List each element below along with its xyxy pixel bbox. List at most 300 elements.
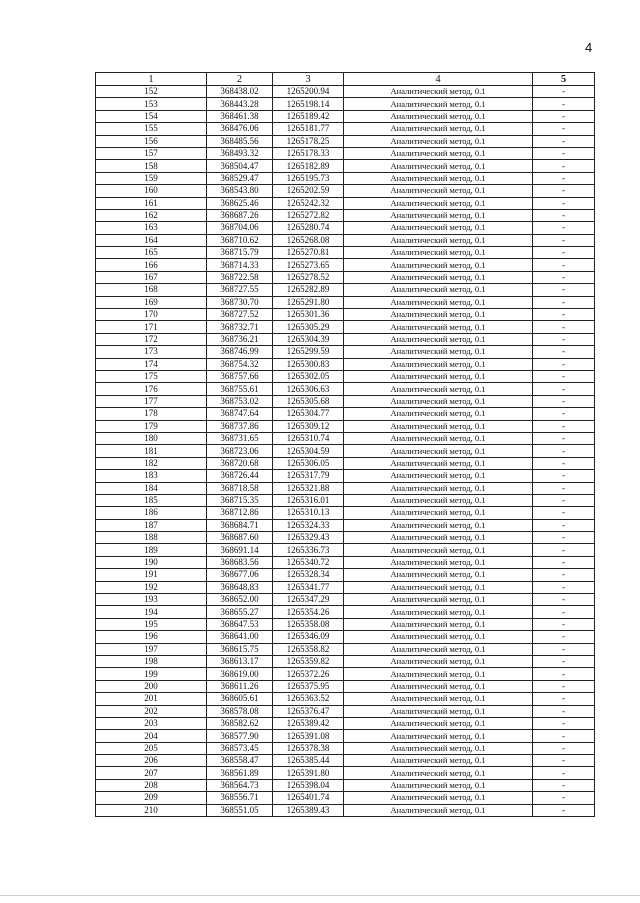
table-row <box>96 160 595 172</box>
table-row <box>96 209 595 221</box>
point-number-cell: 210 <box>96 804 207 816</box>
description-cell: - <box>533 668 595 680</box>
y-coordinate-cell: 1265272.82 <box>273 209 344 221</box>
point-number-cell: 192 <box>96 581 207 593</box>
y-coordinate-cell: 1265389.43 <box>273 804 344 816</box>
table-row <box>96 606 595 618</box>
point-number-cell: 174 <box>96 358 207 370</box>
table-row <box>96 594 595 606</box>
y-coordinate-cell: 1265304.77 <box>273 408 344 420</box>
point-number-cell: 165 <box>96 247 207 259</box>
method-cell: Аналитический метод, 0.1 <box>344 519 533 531</box>
point-number-cell: 185 <box>96 494 207 506</box>
x-coordinate-cell: 368754.32 <box>207 358 273 370</box>
method-cell: Аналитический метод, 0.1 <box>344 730 533 742</box>
method-cell: Аналитический метод, 0.1 <box>344 457 533 469</box>
y-coordinate-cell: 1265178.33 <box>273 147 344 159</box>
description-cell: - <box>533 259 595 271</box>
description-cell: - <box>533 779 595 791</box>
point-number-cell: 197 <box>96 643 207 655</box>
method-cell: Аналитический метод, 0.1 <box>344 705 533 717</box>
x-coordinate-cell: 368582.62 <box>207 717 273 729</box>
point-number-cell: 188 <box>96 532 207 544</box>
method-cell: Аналитический метод, 0.1 <box>344 160 533 172</box>
x-coordinate-cell: 368652.00 <box>207 594 273 606</box>
x-coordinate-cell: 368615.75 <box>207 643 273 655</box>
y-coordinate-cell: 1265336.73 <box>273 544 344 556</box>
table-row <box>96 519 595 531</box>
point-number-cell: 152 <box>96 86 207 98</box>
point-number-cell: 177 <box>96 395 207 407</box>
point-number-cell: 202 <box>96 705 207 717</box>
table-row <box>96 234 595 246</box>
table-row <box>96 432 595 444</box>
description-cell: - <box>533 135 595 147</box>
description-cell: - <box>533 234 595 246</box>
method-cell: Аналитический метод, 0.1 <box>344 507 533 519</box>
table-row <box>96 321 595 333</box>
method-cell: Аналитический метод, 0.1 <box>344 717 533 729</box>
column-header-y-coordinate: 3 <box>273 73 344 86</box>
point-number-cell: 173 <box>96 346 207 358</box>
method-cell: Аналитический метод, 0.1 <box>344 172 533 184</box>
description-cell: - <box>533 271 595 283</box>
method-cell: Аналитический метод, 0.1 <box>344 197 533 209</box>
point-number-cell: 164 <box>96 234 207 246</box>
description-cell: - <box>533 655 595 667</box>
point-number-cell: 207 <box>96 767 207 779</box>
x-coordinate-cell: 368714.33 <box>207 259 273 271</box>
description-cell: - <box>533 680 595 692</box>
table-row <box>96 569 595 581</box>
method-cell: Аналитический метод, 0.1 <box>344 234 533 246</box>
point-number-cell: 194 <box>96 606 207 618</box>
x-coordinate-cell: 368438.02 <box>207 86 273 98</box>
y-coordinate-cell: 1265321.88 <box>273 482 344 494</box>
description-cell: - <box>533 507 595 519</box>
y-coordinate-cell: 1265391.80 <box>273 767 344 779</box>
table-row <box>96 172 595 184</box>
point-number-cell: 193 <box>96 594 207 606</box>
point-number-cell: 160 <box>96 185 207 197</box>
point-number-cell: 195 <box>96 618 207 630</box>
point-number-cell: 171 <box>96 321 207 333</box>
point-number-cell: 157 <box>96 147 207 159</box>
y-coordinate-cell: 1265346.09 <box>273 631 344 643</box>
x-coordinate-cell: 368573.45 <box>207 742 273 754</box>
y-coordinate-cell: 1265310.13 <box>273 507 344 519</box>
x-coordinate-cell: 368504.47 <box>207 160 273 172</box>
table-row <box>96 655 595 667</box>
method-cell: Аналитический метод, 0.1 <box>344 110 533 122</box>
description-cell: - <box>533 395 595 407</box>
table-row <box>96 98 595 110</box>
method-cell: Аналитический метод, 0.1 <box>344 98 533 110</box>
column-header-point-number: 1 <box>96 73 207 86</box>
description-cell: - <box>533 185 595 197</box>
y-coordinate-cell: 1265278.52 <box>273 271 344 283</box>
table-row <box>96 755 595 767</box>
y-coordinate-cell: 1265347.29 <box>273 594 344 606</box>
x-coordinate-cell: 368543.80 <box>207 185 273 197</box>
description-cell: - <box>533 247 595 259</box>
point-number-cell: 189 <box>96 544 207 556</box>
x-coordinate-cell: 368493.32 <box>207 147 273 159</box>
method-cell: Аналитический метод, 0.1 <box>344 185 533 197</box>
description-cell: - <box>533 470 595 482</box>
y-coordinate-cell: 1265378.38 <box>273 742 344 754</box>
x-coordinate-cell: 368485.56 <box>207 135 273 147</box>
point-number-cell: 203 <box>96 717 207 729</box>
method-cell: Аналитический метод, 0.1 <box>344 209 533 221</box>
method-cell: Аналитический метод, 0.1 <box>344 631 533 643</box>
method-cell: Аналитический метод, 0.1 <box>344 693 533 705</box>
table-row <box>96 271 595 283</box>
table-row <box>96 494 595 506</box>
point-number-cell: 191 <box>96 569 207 581</box>
description-cell: - <box>533 804 595 816</box>
description-cell: - <box>533 643 595 655</box>
description-cell: - <box>533 420 595 432</box>
point-number-cell: 190 <box>96 556 207 568</box>
method-cell: Аналитический метод, 0.1 <box>344 742 533 754</box>
x-coordinate-cell: 368578.08 <box>207 705 273 717</box>
point-number-cell: 186 <box>96 507 207 519</box>
point-number-cell: 155 <box>96 123 207 135</box>
method-cell: Аналитический метод, 0.1 <box>344 755 533 767</box>
x-coordinate-cell: 368722.58 <box>207 271 273 283</box>
description-cell: - <box>533 333 595 345</box>
table-row <box>96 147 595 159</box>
y-coordinate-cell: 1265341.77 <box>273 581 344 593</box>
table-row <box>96 259 595 271</box>
y-coordinate-cell: 1265301.36 <box>273 309 344 321</box>
method-cell: Аналитический метод, 0.1 <box>344 309 533 321</box>
x-coordinate-cell: 368476.06 <box>207 123 273 135</box>
method-cell: Аналитический метод, 0.1 <box>344 432 533 444</box>
x-coordinate-cell: 368730.70 <box>207 296 273 308</box>
x-coordinate-cell: 368641.00 <box>207 631 273 643</box>
point-number-cell: 175 <box>96 370 207 382</box>
y-coordinate-cell: 1265401.74 <box>273 792 344 804</box>
point-number-cell: 209 <box>96 792 207 804</box>
y-coordinate-cell: 1265317.79 <box>273 470 344 482</box>
y-coordinate-cell: 1265305.68 <box>273 395 344 407</box>
description-cell: - <box>533 346 595 358</box>
x-coordinate-cell: 368564.73 <box>207 779 273 791</box>
description-cell: - <box>533 432 595 444</box>
x-coordinate-cell: 368647.53 <box>207 618 273 630</box>
x-coordinate-cell: 368755.61 <box>207 383 273 395</box>
method-cell: Аналитический метод, 0.1 <box>344 321 533 333</box>
table-row <box>96 457 595 469</box>
table-row <box>96 544 595 556</box>
description-cell: - <box>533 494 595 506</box>
x-coordinate-cell: 368715.79 <box>207 247 273 259</box>
table-row <box>96 779 595 791</box>
description-cell: - <box>533 755 595 767</box>
x-coordinate-cell: 368710.62 <box>207 234 273 246</box>
y-coordinate-cell: 1265304.59 <box>273 445 344 457</box>
x-coordinate-cell: 368687.26 <box>207 209 273 221</box>
y-coordinate-cell: 1265299.59 <box>273 346 344 358</box>
method-cell: Аналитический метод, 0.1 <box>344 470 533 482</box>
table-row <box>96 284 595 296</box>
y-coordinate-cell: 1265340.72 <box>273 556 344 568</box>
x-coordinate-cell: 368726.44 <box>207 470 273 482</box>
method-cell: Аналитический метод, 0.1 <box>344 556 533 568</box>
method-cell: Аналитический метод, 0.1 <box>344 668 533 680</box>
table-row <box>96 643 595 655</box>
table-row <box>96 742 595 754</box>
description-cell: - <box>533 730 595 742</box>
x-coordinate-cell: 368723.06 <box>207 445 273 457</box>
x-coordinate-cell: 368727.55 <box>207 284 273 296</box>
point-number-cell: 162 <box>96 209 207 221</box>
method-cell: Аналитический метод, 0.1 <box>344 383 533 395</box>
method-cell: Аналитический метод, 0.1 <box>344 222 533 234</box>
x-coordinate-cell: 368551.05 <box>207 804 273 816</box>
table-row <box>96 730 595 742</box>
x-coordinate-cell: 368558.47 <box>207 755 273 767</box>
method-cell: Аналитический метод, 0.1 <box>344 420 533 432</box>
table-row <box>96 420 595 432</box>
method-cell: Аналитический метод, 0.1 <box>344 680 533 692</box>
x-coordinate-cell: 368677.06 <box>207 569 273 581</box>
column-header-x-coordinate: 2 <box>207 73 273 86</box>
y-coordinate-cell: 1265391.08 <box>273 730 344 742</box>
method-cell: Аналитический метод, 0.1 <box>344 804 533 816</box>
point-number-cell: 161 <box>96 197 207 209</box>
description-cell: - <box>533 544 595 556</box>
x-coordinate-cell: 368715.35 <box>207 494 273 506</box>
y-coordinate-cell: 1265182.89 <box>273 160 344 172</box>
x-coordinate-cell: 368736.21 <box>207 333 273 345</box>
method-cell: Аналитический метод, 0.1 <box>344 767 533 779</box>
table-row <box>96 680 595 692</box>
description-cell: - <box>533 86 595 98</box>
table-row <box>96 532 595 544</box>
x-coordinate-cell: 368757.66 <box>207 370 273 382</box>
column-header-method: 4 <box>344 73 533 86</box>
table-row <box>96 110 595 122</box>
y-coordinate-cell: 1265398.04 <box>273 779 344 791</box>
point-number-cell: 200 <box>96 680 207 692</box>
table-row <box>96 185 595 197</box>
x-coordinate-cell: 368556.71 <box>207 792 273 804</box>
description-cell: - <box>533 383 595 395</box>
description-cell: - <box>533 160 595 172</box>
x-coordinate-cell: 368611.26 <box>207 680 273 692</box>
table-row <box>96 581 595 593</box>
y-coordinate-cell: 1265273.65 <box>273 259 344 271</box>
y-coordinate-cell: 1265181.77 <box>273 123 344 135</box>
method-cell: Аналитический метод, 0.1 <box>344 333 533 345</box>
description-cell: - <box>533 370 595 382</box>
y-coordinate-cell: 1265389.42 <box>273 717 344 729</box>
y-coordinate-cell: 1265329.43 <box>273 532 344 544</box>
point-number-cell: 201 <box>96 693 207 705</box>
y-coordinate-cell: 1265363.52 <box>273 693 344 705</box>
description-cell: - <box>533 98 595 110</box>
y-coordinate-cell: 1265324.33 <box>273 519 344 531</box>
description-cell: - <box>533 631 595 643</box>
method-cell: Аналитический метод, 0.1 <box>344 408 533 420</box>
x-coordinate-cell: 368746.99 <box>207 346 273 358</box>
method-cell: Аналитический метод, 0.1 <box>344 581 533 593</box>
table-body <box>96 86 595 817</box>
point-number-cell: 172 <box>96 333 207 345</box>
description-cell: - <box>533 742 595 754</box>
method-cell: Аналитический метод, 0.1 <box>344 147 533 159</box>
x-coordinate-cell: 368655.27 <box>207 606 273 618</box>
description-cell: - <box>533 482 595 494</box>
x-coordinate-cell: 368691.14 <box>207 544 273 556</box>
y-coordinate-cell: 1265306.05 <box>273 457 344 469</box>
method-cell: Аналитический метод, 0.1 <box>344 618 533 630</box>
x-coordinate-cell: 368577.90 <box>207 730 273 742</box>
point-number-cell: 167 <box>96 271 207 283</box>
description-cell: - <box>533 556 595 568</box>
point-number-cell: 158 <box>96 160 207 172</box>
y-coordinate-cell: 1265200.94 <box>273 86 344 98</box>
description-cell: - <box>533 408 595 420</box>
description-cell: - <box>533 532 595 544</box>
table-row <box>96 668 595 680</box>
description-cell: - <box>533 717 595 729</box>
point-number-cell: 187 <box>96 519 207 531</box>
description-cell: - <box>533 147 595 159</box>
y-coordinate-cell: 1265178.25 <box>273 135 344 147</box>
point-number-cell: 169 <box>96 296 207 308</box>
method-cell: Аналитический метод, 0.1 <box>344 532 533 544</box>
point-number-cell: 178 <box>96 408 207 420</box>
x-coordinate-cell: 368529.47 <box>207 172 273 184</box>
description-cell: - <box>533 172 595 184</box>
y-coordinate-cell: 1265270.81 <box>273 247 344 259</box>
method-cell: Аналитический метод, 0.1 <box>344 643 533 655</box>
table-row <box>96 556 595 568</box>
table-row <box>96 804 595 816</box>
x-coordinate-cell: 368683.56 <box>207 556 273 568</box>
x-coordinate-cell: 368687.60 <box>207 532 273 544</box>
x-coordinate-cell: 368625.46 <box>207 197 273 209</box>
x-coordinate-cell: 368737.86 <box>207 420 273 432</box>
table-row <box>96 618 595 630</box>
description-cell: - <box>533 209 595 221</box>
y-coordinate-cell: 1265189.42 <box>273 110 344 122</box>
description-cell: - <box>533 606 595 618</box>
table-row <box>96 395 595 407</box>
y-coordinate-cell: 1265305.29 <box>273 321 344 333</box>
description-cell: - <box>533 296 595 308</box>
method-cell: Аналитический метод, 0.1 <box>344 395 533 407</box>
table-row <box>96 408 595 420</box>
point-number-cell: 183 <box>96 470 207 482</box>
y-coordinate-cell: 1265282.89 <box>273 284 344 296</box>
method-cell: Аналитический метод, 0.1 <box>344 284 533 296</box>
description-cell: - <box>533 792 595 804</box>
x-coordinate-cell: 368731.65 <box>207 432 273 444</box>
point-number-cell: 208 <box>96 779 207 791</box>
method-cell: Аналитический метод, 0.1 <box>344 594 533 606</box>
point-number-cell: 205 <box>96 742 207 754</box>
y-coordinate-cell: 1265300.83 <box>273 358 344 370</box>
description-cell: - <box>533 693 595 705</box>
method-cell: Аналитический метод, 0.1 <box>344 259 533 271</box>
point-number-cell: 206 <box>96 755 207 767</box>
x-coordinate-cell: 368718.58 <box>207 482 273 494</box>
y-coordinate-cell: 1265306.63 <box>273 383 344 395</box>
table-row <box>96 247 595 259</box>
description-cell: - <box>533 569 595 581</box>
y-coordinate-cell: 1265302.05 <box>273 370 344 382</box>
x-coordinate-cell: 368727.52 <box>207 309 273 321</box>
x-coordinate-cell: 368732.71 <box>207 321 273 333</box>
table-row <box>96 197 595 209</box>
x-coordinate-cell: 368712.86 <box>207 507 273 519</box>
table-row <box>96 370 595 382</box>
y-coordinate-cell: 1265291.80 <box>273 296 344 308</box>
table-row <box>96 333 595 345</box>
method-cell: Аналитический метод, 0.1 <box>344 606 533 618</box>
description-cell: - <box>533 457 595 469</box>
point-number-cell: 184 <box>96 482 207 494</box>
x-coordinate-cell: 368461.38 <box>207 110 273 122</box>
point-number-cell: 176 <box>96 383 207 395</box>
point-number-cell: 170 <box>96 309 207 321</box>
method-cell: Аналитический метод, 0.1 <box>344 569 533 581</box>
y-coordinate-cell: 1265268.08 <box>273 234 344 246</box>
y-coordinate-cell: 1265358.82 <box>273 643 344 655</box>
description-cell: - <box>533 321 595 333</box>
x-coordinate-cell: 368443.28 <box>207 98 273 110</box>
point-number-cell: 159 <box>96 172 207 184</box>
table-row <box>96 135 595 147</box>
y-coordinate-cell: 1265242.32 <box>273 197 344 209</box>
description-cell: - <box>533 197 595 209</box>
description-cell: - <box>533 123 595 135</box>
y-coordinate-cell: 1265309.12 <box>273 420 344 432</box>
table-row <box>96 631 595 643</box>
point-number-cell: 182 <box>96 457 207 469</box>
method-cell: Аналитический метод, 0.1 <box>344 544 533 556</box>
table-row <box>96 358 595 370</box>
description-cell: - <box>533 705 595 717</box>
table-row <box>96 693 595 705</box>
point-number-cell: 154 <box>96 110 207 122</box>
y-coordinate-cell: 1265372.26 <box>273 668 344 680</box>
x-coordinate-cell: 368753.02 <box>207 395 273 407</box>
description-cell: - <box>533 284 595 296</box>
y-coordinate-cell: 1265310.74 <box>273 432 344 444</box>
y-coordinate-cell: 1265375.95 <box>273 680 344 692</box>
y-coordinate-cell: 1265195.73 <box>273 172 344 184</box>
method-cell: Аналитический метод, 0.1 <box>344 271 533 283</box>
point-number-cell: 181 <box>96 445 207 457</box>
method-cell: Аналитический метод, 0.1 <box>344 370 533 382</box>
table-row <box>96 445 595 457</box>
point-number-cell: 156 <box>96 135 207 147</box>
y-coordinate-cell: 1265280.74 <box>273 222 344 234</box>
table-row <box>96 705 595 717</box>
y-coordinate-cell: 1265385.44 <box>273 755 344 767</box>
method-cell: Аналитический метод, 0.1 <box>344 296 533 308</box>
x-coordinate-cell: 368605.61 <box>207 693 273 705</box>
point-number-cell: 204 <box>96 730 207 742</box>
description-cell: - <box>533 618 595 630</box>
description-cell: - <box>533 767 595 779</box>
